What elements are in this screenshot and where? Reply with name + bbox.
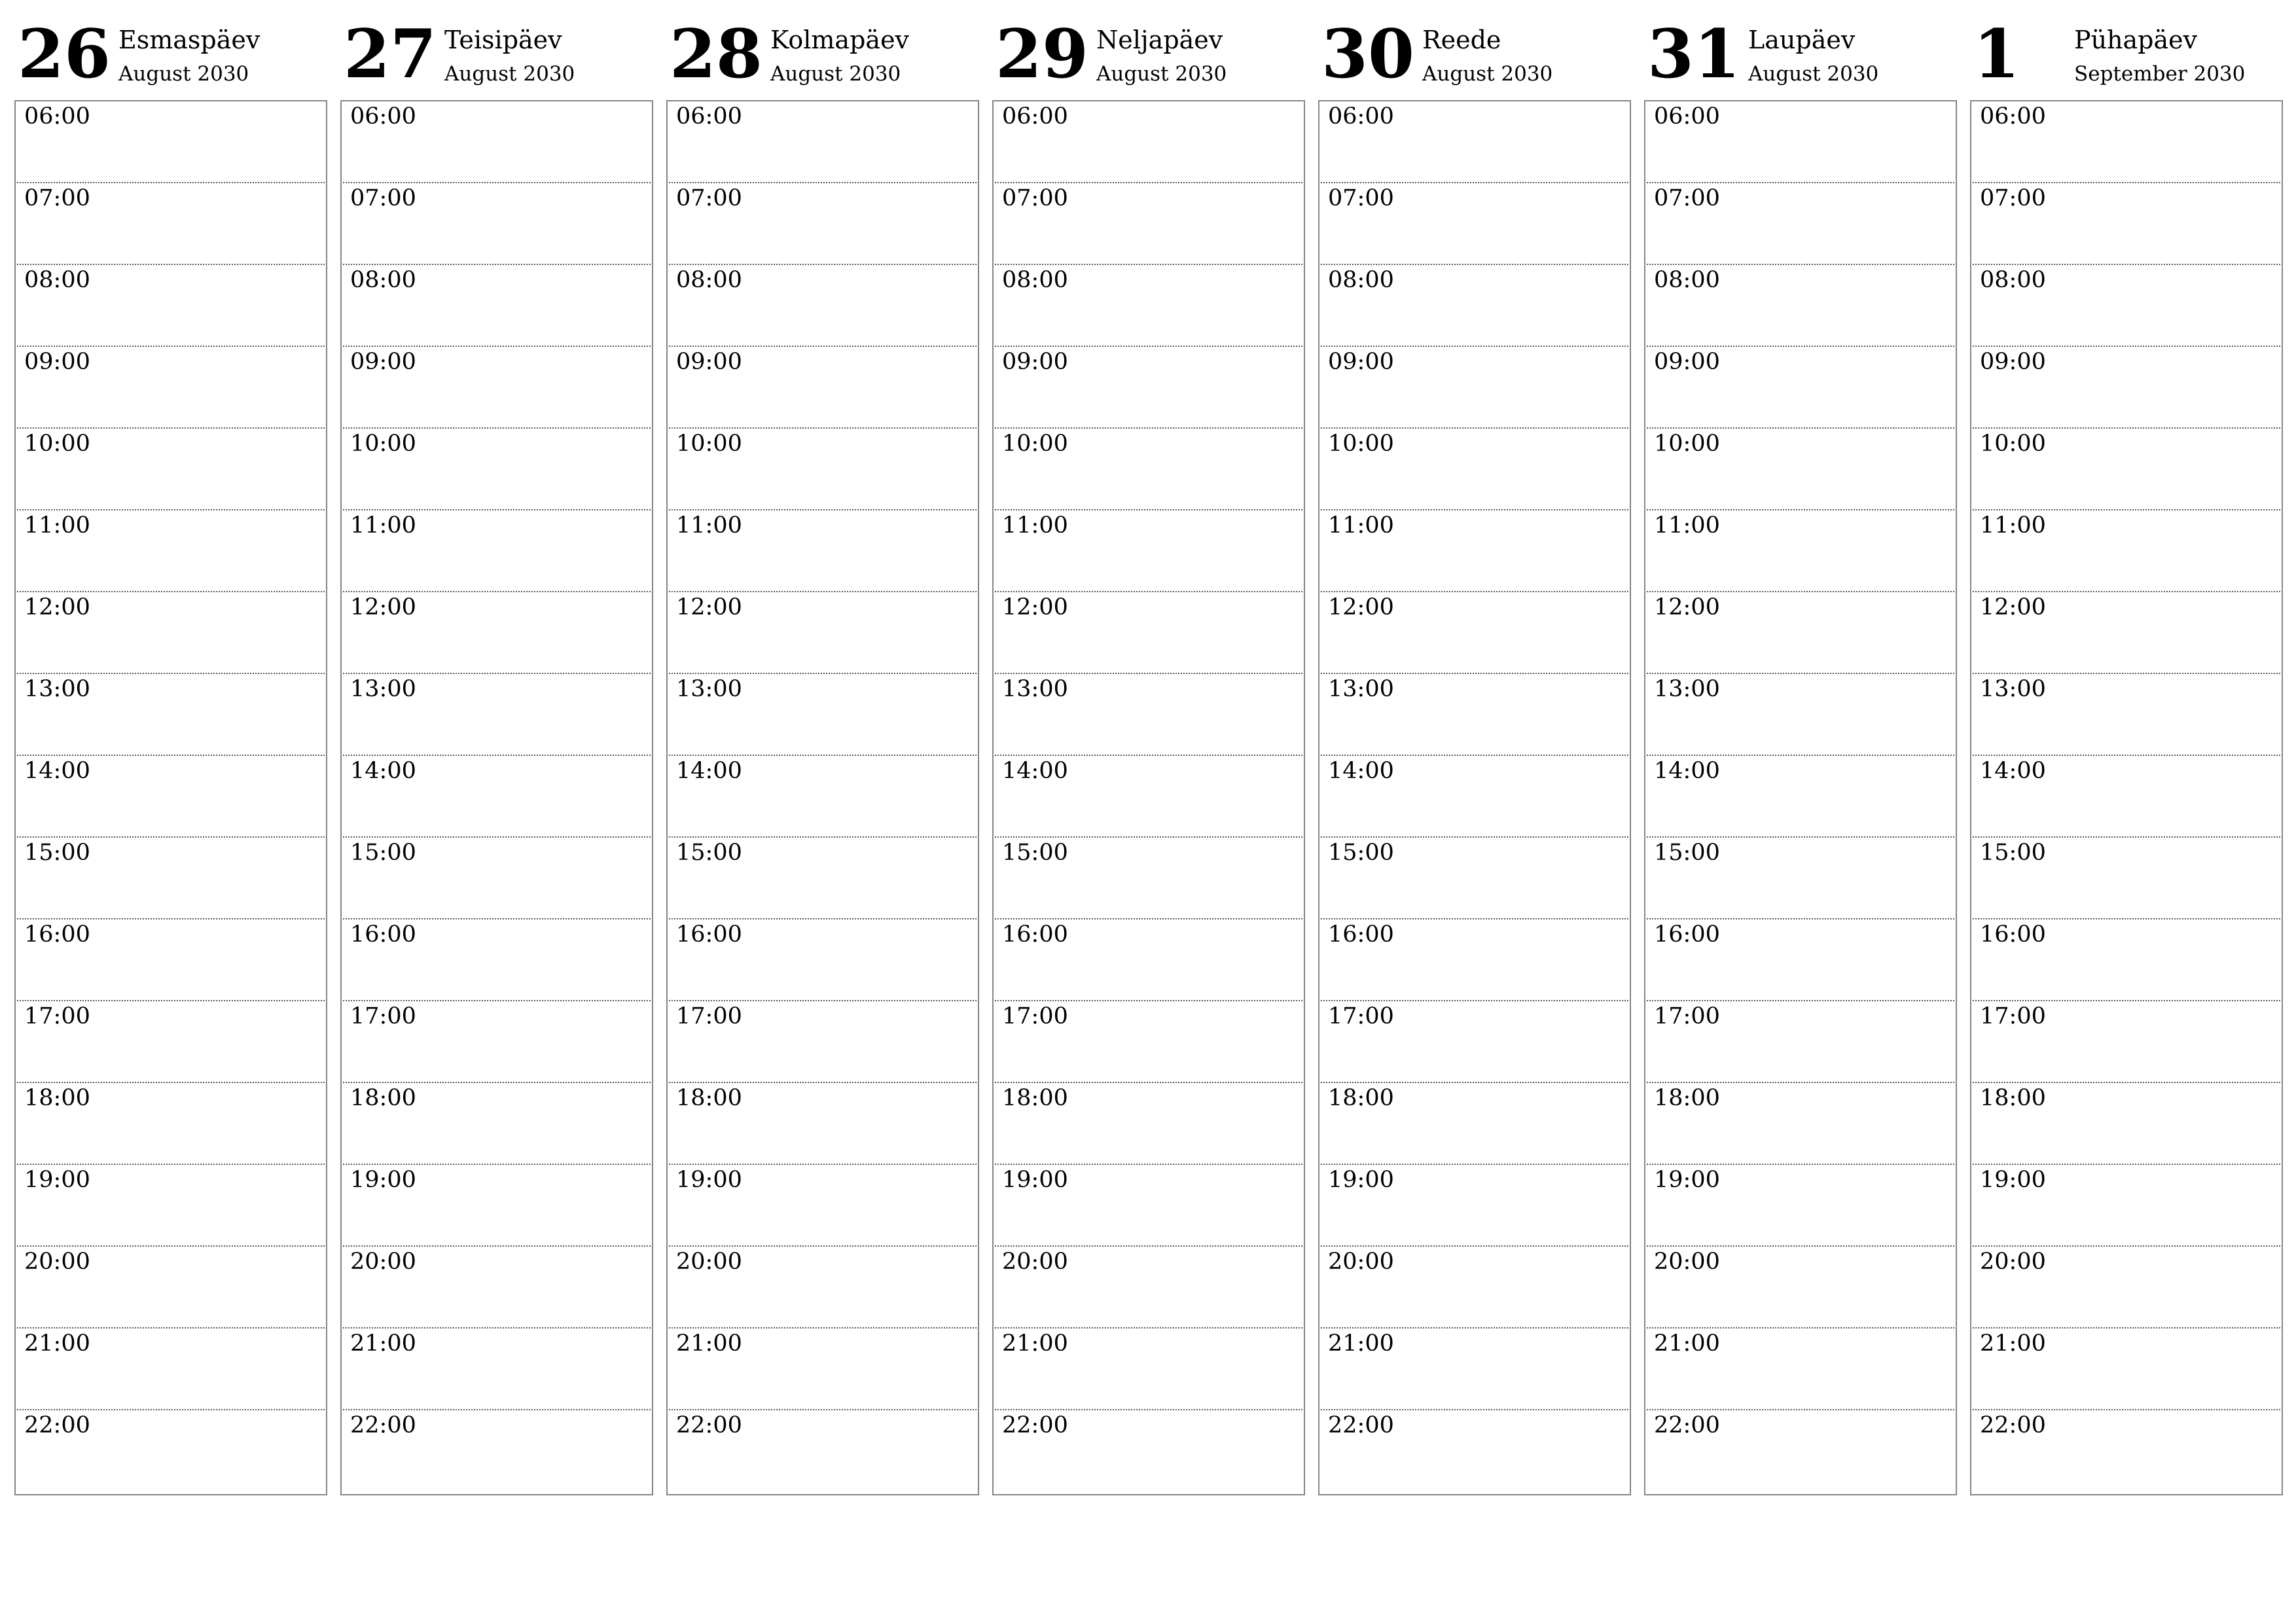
time-label: 07:00	[350, 185, 416, 211]
time-slot[interactable]	[669, 101, 977, 183]
time-slot[interactable]	[995, 1083, 1302, 1165]
time-slot[interactable]	[995, 183, 1302, 265]
time-slot[interactable]	[1321, 756, 1628, 838]
time-slot[interactable]	[17, 429, 325, 510]
time-slot[interactable]	[1647, 183, 1954, 265]
day-name: Pühapäev	[2074, 26, 2198, 54]
time-slots-box	[1644, 100, 1957, 1495]
time-label: 18:00	[1328, 1085, 1394, 1111]
time-label: 15:00	[24, 840, 90, 866]
time-label: 13:00	[1002, 676, 1068, 702]
time-slot[interactable]	[995, 756, 1302, 838]
time-slot[interactable]	[995, 1001, 1302, 1083]
time-slot[interactable]	[1647, 429, 1954, 510]
time-slot[interactable]	[1321, 510, 1628, 592]
time-slot[interactable]	[343, 1165, 651, 1247]
time-label: 13:00	[1328, 676, 1394, 702]
day-name: Laupäev	[1748, 26, 1856, 54]
time-label: 10:00	[1328, 431, 1394, 457]
time-label: 20:00	[350, 1249, 416, 1275]
time-slot[interactable]	[1321, 919, 1628, 1001]
day-name: Reede	[1422, 26, 1501, 54]
time-slot[interactable]	[1973, 1165, 2280, 1247]
time-label: 10:00	[24, 431, 90, 457]
time-label: 11:00	[676, 512, 742, 539]
time-label: 16:00	[1328, 921, 1394, 948]
time-slot[interactable]	[343, 838, 651, 919]
time-slot[interactable]	[1321, 183, 1628, 265]
time-slot[interactable]	[1973, 101, 2280, 183]
time-slot[interactable]	[669, 429, 977, 510]
time-slot[interactable]	[1321, 674, 1628, 756]
time-slot[interactable]	[343, 265, 651, 347]
time-label: 21:00	[24, 1330, 90, 1357]
time-label: 22:00	[1002, 1412, 1068, 1438]
time-slot[interactable]	[17, 347, 325, 429]
time-label: 22:00	[1980, 1412, 2046, 1438]
time-label: 18:00	[676, 1085, 742, 1111]
time-slot[interactable]	[17, 1165, 325, 1247]
time-slot[interactable]	[17, 838, 325, 919]
time-label: 19:00	[350, 1167, 416, 1193]
time-slot[interactable]	[1321, 101, 1628, 183]
time-label: 19:00	[1328, 1167, 1394, 1193]
day-column	[992, 0, 1305, 1438]
time-label: 22:00	[1654, 1412, 1720, 1438]
day-name: Kolmapäev	[770, 26, 910, 54]
time-label: 08:00	[350, 267, 416, 293]
time-label: 14:00	[1654, 758, 1720, 784]
time-label: 20:00	[1328, 1249, 1394, 1275]
time-label: 16:00	[1980, 921, 2046, 948]
time-slot[interactable]	[343, 1083, 651, 1165]
time-slots-box	[340, 100, 653, 1495]
time-label: 11:00	[24, 512, 90, 539]
time-slot[interactable]	[669, 1165, 977, 1247]
time-label: 08:00	[676, 267, 742, 293]
time-slot[interactable]	[1973, 1001, 2280, 1083]
time-label: 07:00	[676, 185, 742, 211]
time-label: 06:00	[1002, 103, 1068, 130]
time-label: 09:00	[1002, 349, 1068, 375]
time-label: 22:00	[676, 1412, 742, 1438]
time-slot[interactable]	[995, 347, 1302, 429]
time-label: 18:00	[350, 1085, 416, 1111]
time-slot[interactable]	[1647, 674, 1954, 756]
time-label: 16:00	[1002, 921, 1068, 948]
time-label: 18:00	[1654, 1085, 1720, 1111]
time-slot[interactable]	[669, 265, 977, 347]
time-slot[interactable]	[995, 429, 1302, 510]
time-label: 16:00	[1654, 921, 1720, 948]
time-label: 11:00	[1980, 512, 2046, 539]
time-label: 21:00	[1002, 1330, 1068, 1357]
day-column	[1318, 0, 1631, 1438]
time-label: 08:00	[1980, 267, 2046, 293]
time-label: 16:00	[24, 921, 90, 948]
time-label: 06:00	[1328, 103, 1394, 130]
time-slot[interactable]	[343, 101, 651, 183]
time-slot[interactable]	[669, 1329, 977, 1410]
time-label: 12:00	[24, 594, 90, 620]
day-header	[14, 0, 327, 98]
time-label: 22:00	[350, 1412, 416, 1438]
time-label: 22:00	[24, 1412, 90, 1438]
time-label: 21:00	[350, 1330, 416, 1357]
time-slot[interactable]	[669, 674, 977, 756]
time-label: 08:00	[1328, 267, 1394, 293]
day-month: September 2030	[2074, 62, 2246, 86]
time-label: 06:00	[24, 103, 90, 130]
time-slots-box	[666, 100, 979, 1495]
time-label: 12:00	[1654, 594, 1720, 620]
time-label: 21:00	[1980, 1330, 2046, 1357]
time-slot[interactable]	[343, 756, 651, 838]
time-slot[interactable]	[995, 1165, 1302, 1247]
time-slot[interactable]	[669, 1001, 977, 1083]
day-name: Neljapäev	[1096, 26, 1223, 54]
time-slot[interactable]	[343, 674, 651, 756]
time-label: 08:00	[24, 267, 90, 293]
time-slot[interactable]	[1973, 756, 2280, 838]
time-slot[interactable]	[669, 510, 977, 592]
time-label: 19:00	[1654, 1167, 1720, 1193]
day-number: 26	[18, 15, 111, 94]
day-number: 31	[1647, 15, 1740, 94]
time-slot[interactable]	[995, 674, 1302, 756]
time-label: 15:00	[1002, 840, 1068, 866]
time-label: 14:00	[1002, 758, 1068, 784]
time-label: 18:00	[1002, 1085, 1068, 1111]
time-label: 21:00	[676, 1330, 742, 1357]
time-label: 11:00	[1328, 512, 1394, 539]
time-label: 07:00	[1654, 185, 1720, 211]
time-label: 09:00	[24, 349, 90, 375]
time-label: 18:00	[1980, 1085, 2046, 1111]
time-slot[interactable]	[1973, 919, 2280, 1001]
time-slot[interactable]	[1321, 592, 1628, 674]
time-slot[interactable]	[1321, 838, 1628, 919]
time-label: 19:00	[24, 1167, 90, 1193]
time-slot[interactable]	[1973, 674, 2280, 756]
time-slot[interactable]	[17, 265, 325, 347]
day-header	[992, 0, 1305, 98]
time-slot[interactable]	[1647, 1083, 1954, 1165]
time-slot[interactable]	[995, 838, 1302, 919]
day-month: August 2030	[770, 62, 901, 86]
time-slot[interactable]	[669, 1247, 977, 1329]
time-slot[interactable]	[17, 756, 325, 838]
time-slot[interactable]	[1647, 919, 1954, 1001]
time-slot[interactable]	[669, 1083, 977, 1165]
time-slot[interactable]	[343, 1001, 651, 1083]
time-label: 10:00	[350, 431, 416, 457]
time-label: 13:00	[24, 676, 90, 702]
day-column	[1970, 0, 2283, 1438]
time-slot[interactable]	[1973, 592, 2280, 674]
time-slot[interactable]	[17, 101, 325, 183]
time-slots-box	[14, 100, 327, 1495]
time-slot[interactable]	[1321, 347, 1628, 429]
time-slot[interactable]	[995, 1410, 1302, 1492]
time-label: 15:00	[676, 840, 742, 866]
time-slot[interactable]	[995, 1329, 1302, 1410]
day-header	[340, 0, 653, 98]
time-slot[interactable]	[17, 1329, 325, 1410]
time-slot[interactable]	[17, 1083, 325, 1165]
time-slot[interactable]	[1647, 1001, 1954, 1083]
time-label: 09:00	[1328, 349, 1394, 375]
time-label: 14:00	[676, 758, 742, 784]
time-slot[interactable]	[995, 1247, 1302, 1329]
time-label: 20:00	[1002, 1249, 1068, 1275]
time-label: 21:00	[1654, 1330, 1720, 1357]
time-label: 13:00	[1980, 676, 2046, 702]
day-column	[14, 0, 327, 1438]
time-label: 17:00	[676, 1003, 742, 1029]
time-label: 14:00	[350, 758, 416, 784]
time-label: 07:00	[1328, 185, 1394, 211]
time-slot[interactable]	[1973, 1329, 2280, 1410]
time-slot[interactable]	[1647, 347, 1954, 429]
time-slot[interactable]	[1647, 265, 1954, 347]
day-number: 28	[670, 15, 762, 94]
time-slot[interactable]	[1647, 756, 1954, 838]
day-header	[1970, 0, 2283, 98]
day-header	[666, 0, 979, 98]
time-slot[interactable]	[17, 510, 325, 592]
time-slot[interactable]	[1973, 838, 2280, 919]
day-name: Esmaspäev	[118, 26, 260, 54]
time-slots-box	[992, 100, 1305, 1495]
time-slot[interactable]	[1973, 510, 2280, 592]
time-label: 06:00	[676, 103, 742, 130]
time-label: 07:00	[24, 185, 90, 211]
time-slot[interactable]	[17, 674, 325, 756]
time-label: 15:00	[350, 840, 416, 866]
time-slot[interactable]	[1647, 1247, 1954, 1329]
day-month: August 2030	[1748, 62, 1879, 86]
time-slot[interactable]	[1973, 265, 2280, 347]
time-slot[interactable]	[1973, 1247, 2280, 1329]
time-slot[interactable]	[1647, 101, 1954, 183]
time-slot[interactable]	[669, 756, 977, 838]
time-label: 11:00	[350, 512, 416, 539]
time-slot[interactable]	[995, 510, 1302, 592]
time-label: 13:00	[350, 676, 416, 702]
time-slot[interactable]	[1647, 1165, 1954, 1247]
time-label: 12:00	[1980, 594, 2046, 620]
time-label: 12:00	[350, 594, 416, 620]
day-header	[1318, 0, 1631, 98]
time-slot[interactable]	[1321, 1247, 1628, 1329]
time-label: 09:00	[1654, 349, 1720, 375]
time-label: 22:00	[1328, 1412, 1394, 1438]
time-label: 20:00	[1654, 1249, 1720, 1275]
time-slots-box	[1318, 100, 1631, 1495]
time-label: 16:00	[350, 921, 416, 948]
time-slot[interactable]	[343, 1247, 651, 1329]
time-label: 17:00	[1980, 1003, 2046, 1029]
day-month: August 2030	[444, 62, 575, 86]
time-slot[interactable]	[1321, 1001, 1628, 1083]
time-slot[interactable]	[1973, 429, 2280, 510]
time-slot[interactable]	[1321, 1410, 1628, 1492]
time-label: 09:00	[1980, 349, 2046, 375]
time-label: 06:00	[1654, 103, 1720, 130]
time-label: 17:00	[350, 1003, 416, 1029]
time-label: 17:00	[1654, 1003, 1720, 1029]
time-label: 13:00	[1654, 676, 1720, 702]
time-label: 15:00	[1654, 840, 1720, 866]
time-slot[interactable]	[17, 183, 325, 265]
day-month: August 2030	[1096, 62, 1227, 86]
time-slot[interactable]	[1321, 1329, 1628, 1410]
time-slot[interactable]	[343, 429, 651, 510]
time-slot[interactable]	[1973, 183, 2280, 265]
time-label: 12:00	[1328, 594, 1394, 620]
day-header	[1644, 0, 1957, 98]
time-slot[interactable]	[343, 1329, 651, 1410]
time-slot[interactable]	[1973, 347, 2280, 429]
time-label: 10:00	[1980, 431, 2046, 457]
time-label: 10:00	[1654, 431, 1720, 457]
time-slot[interactable]	[1647, 838, 1954, 919]
time-slot[interactable]	[17, 592, 325, 674]
time-label: 20:00	[24, 1249, 90, 1275]
day-column	[340, 0, 653, 1438]
day-number: 1	[1973, 15, 2020, 94]
time-label: 14:00	[1328, 758, 1394, 784]
time-label: 08:00	[1002, 267, 1068, 293]
time-label: 06:00	[350, 103, 416, 130]
time-slot[interactable]	[1321, 265, 1628, 347]
time-slot[interactable]	[1321, 1165, 1628, 1247]
time-label: 15:00	[1328, 840, 1394, 866]
time-label: 19:00	[1002, 1167, 1068, 1193]
day-number: 30	[1321, 15, 1414, 94]
time-label: 07:00	[1002, 185, 1068, 211]
time-label: 11:00	[1002, 512, 1068, 539]
day-number: 27	[344, 15, 437, 94]
time-slots-box	[1970, 100, 2283, 1495]
time-label: 18:00	[24, 1085, 90, 1111]
time-slot[interactable]	[669, 919, 977, 1001]
time-label: 09:00	[350, 349, 416, 375]
time-label: 19:00	[676, 1167, 742, 1193]
time-slot[interactable]	[1321, 429, 1628, 510]
day-month: August 2030	[1422, 62, 1553, 86]
time-slot[interactable]	[343, 347, 651, 429]
time-slot[interactable]	[995, 919, 1302, 1001]
time-slot[interactable]	[669, 1410, 977, 1492]
day-month: August 2030	[118, 62, 249, 86]
time-slot[interactable]	[343, 510, 651, 592]
time-label: 17:00	[1328, 1003, 1394, 1029]
time-slot[interactable]	[343, 592, 651, 674]
time-label: 11:00	[1654, 512, 1720, 539]
time-label: 12:00	[676, 594, 742, 620]
time-label: 15:00	[1980, 840, 2046, 866]
time-label: 12:00	[1002, 594, 1068, 620]
time-label: 14:00	[1980, 758, 2046, 784]
time-slot[interactable]	[1321, 1083, 1628, 1165]
time-slot[interactable]	[1647, 592, 1954, 674]
time-slot[interactable]	[1973, 1083, 2280, 1165]
time-slot[interactable]	[17, 1247, 325, 1329]
time-slot[interactable]	[17, 1001, 325, 1083]
time-slot[interactable]	[1647, 1329, 1954, 1410]
day-number: 29	[996, 15, 1088, 94]
time-label: 16:00	[676, 921, 742, 948]
time-label: 06:00	[1980, 103, 2046, 130]
day-column	[1644, 0, 1957, 1438]
time-label: 10:00	[676, 431, 742, 457]
time-label: 09:00	[676, 349, 742, 375]
time-label: 13:00	[676, 676, 742, 702]
time-label: 08:00	[1654, 267, 1720, 293]
time-slot[interactable]	[995, 265, 1302, 347]
time-slot[interactable]	[995, 592, 1302, 674]
time-slot[interactable]	[17, 1410, 325, 1492]
day-column	[666, 0, 979, 1438]
time-label: 10:00	[1002, 431, 1068, 457]
time-label: 17:00	[1002, 1003, 1068, 1029]
time-slot[interactable]	[343, 183, 651, 265]
time-slot[interactable]	[1647, 510, 1954, 592]
time-slot[interactable]	[995, 101, 1302, 183]
time-label: 17:00	[24, 1003, 90, 1029]
time-label: 07:00	[1980, 185, 2046, 211]
time-slot[interactable]	[669, 183, 977, 265]
day-name: Teisipäev	[444, 26, 562, 54]
time-label: 20:00	[1980, 1249, 2046, 1275]
time-label: 20:00	[676, 1249, 742, 1275]
time-slot[interactable]	[669, 592, 977, 674]
time-label: 21:00	[1328, 1330, 1394, 1357]
time-slot[interactable]	[669, 347, 977, 429]
time-label: 19:00	[1980, 1167, 2046, 1193]
time-slot[interactable]	[343, 1410, 651, 1492]
time-slot[interactable]	[1973, 1410, 2280, 1492]
time-label: 14:00	[24, 758, 90, 784]
time-slot[interactable]	[343, 919, 651, 1001]
time-slot[interactable]	[17, 919, 325, 1001]
time-slot[interactable]	[1647, 1410, 1954, 1492]
time-slot[interactable]	[669, 838, 977, 919]
